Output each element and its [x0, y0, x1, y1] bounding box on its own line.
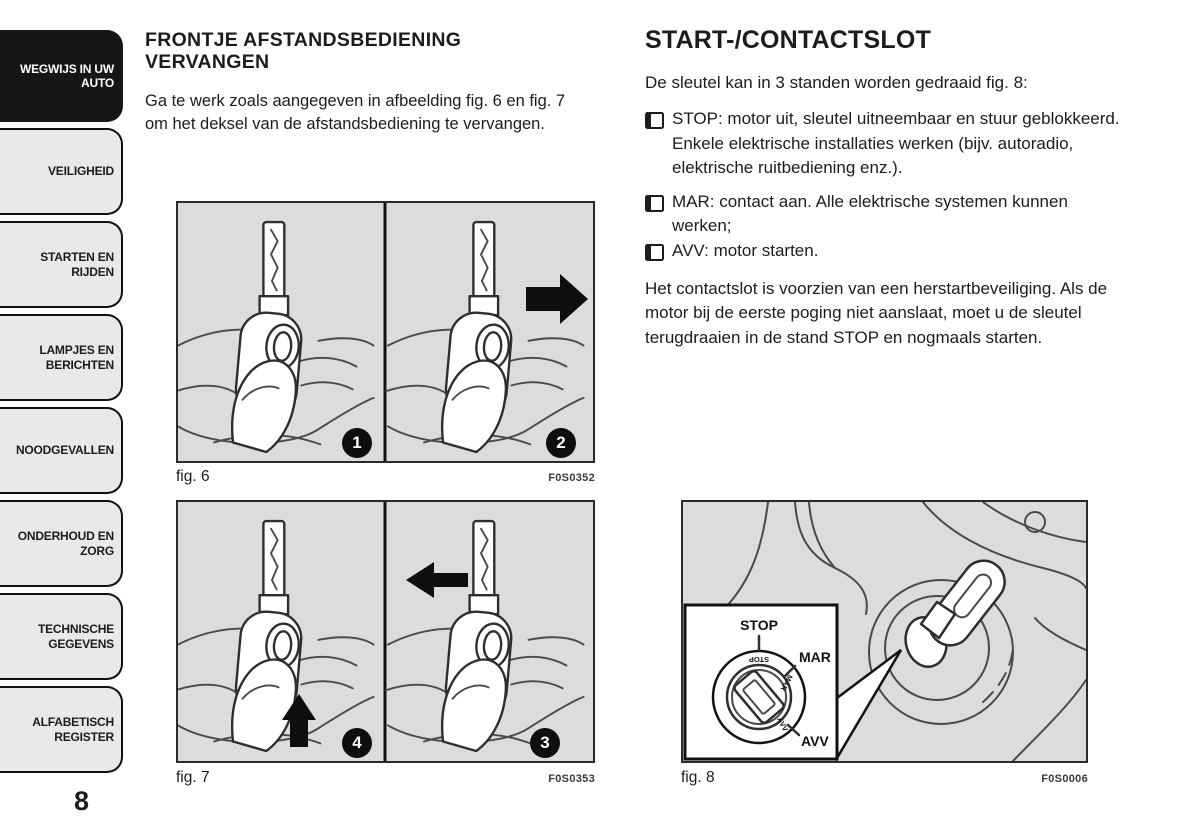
sidebar-tab-lampjes-en-berichten [0, 314, 123, 401]
list-item-avv [645, 239, 1123, 263]
figure-code: F0S0352 [548, 472, 595, 484]
sidebar-tab-technische-gegevens [0, 593, 123, 680]
figure-7-image [176, 500, 595, 763]
dial-rim-avv-label: AVV [775, 715, 791, 733]
figure-caption: fig. 8 [681, 769, 715, 786]
figure-code: F0S0006 [1041, 773, 1088, 785]
figure-6-caption-row [176, 468, 595, 486]
dial-rim-mar-label: MAR [778, 673, 795, 693]
figure-caption: fig. 7 [176, 769, 210, 786]
step-badge: 4 [342, 728, 372, 758]
step-badge: 3 [530, 728, 560, 758]
article-title: START-/CONTACTSLOT [645, 26, 931, 54]
figure-code: F0S0353 [548, 773, 595, 785]
list-bullet-icon [645, 112, 664, 129]
tab-label: STARTEN EN RIJDEN [40, 250, 114, 279]
list-bullet-icon [645, 244, 664, 261]
figure-6-image [176, 201, 595, 463]
sidebar-tab-onderhoud-en-zorg [0, 500, 123, 587]
tab-label: WEGWIJS IN UW AUTO [19, 61, 114, 90]
tab-label: ALFABETISCH REGISTER [32, 715, 114, 744]
step-badge: 1 [342, 428, 372, 458]
page-number: 8 [74, 786, 90, 816]
position-mar-label: MAR [799, 649, 831, 665]
article-body: Ga te werk zoals aangegeven in afbeelding fig. 6 en fig. 7 om het deksel van de afstandsbediening te vervangen. [145, 91, 566, 134]
tab-label: NOODGEVALLEN [15, 443, 114, 458]
figure-6-drawing [178, 203, 593, 461]
figure-caption: fig. 6 [176, 468, 210, 485]
tab-label: VEILIGHEID [47, 164, 114, 179]
article-start-contactslot [645, 26, 1125, 350]
tab-label: LAMPJES EN BERICHTEN [39, 343, 114, 372]
article-title: FRONTJE AFSTANDSBEDIENING VERVANGEN [145, 29, 462, 73]
arrow-right-icon [526, 274, 588, 324]
sidebar-tab-veiligheid [0, 128, 123, 215]
list-item-text: AVV: motor starten. [672, 240, 819, 260]
article-frontje-afstandsbediening [145, 30, 595, 137]
article-outro: Het contactslot is voorzien van een herstartbeveiliging. Als de motor bij de eerste poging niet aanslaat, moet u de sleutel terugdraaien in de stand STOP en nogmaals starten. [645, 279, 1108, 347]
tab-label: TECHNISCHE GEGEVENS [37, 622, 114, 651]
position-avv-label: AVV [801, 733, 829, 749]
figure-8-caption-row [681, 769, 1088, 787]
step-badge: 2 [546, 428, 576, 458]
figure-8-image [681, 500, 1088, 763]
tab-label: ONDERHOUD EN ZORG [17, 529, 114, 558]
article-intro: De sleutel kan in 3 standen worden gedraaid fig. 8: [645, 73, 1028, 92]
figure-8-drawing [683, 502, 1086, 761]
sidebar-tab-wegwijs-in-uw-auto [0, 30, 123, 122]
list-bullet-icon [645, 195, 664, 212]
sidebar-tab-starten-en-rijden [0, 221, 123, 308]
sidebar-tab-noodgevallen [0, 407, 123, 494]
position-stop-label: STOP [740, 617, 778, 633]
list-item-stop [645, 107, 1123, 180]
figure-7-drawing [178, 502, 593, 761]
list-item-text: STOP: motor uit, sleutel uitneembaar en stuur geblokkeerd. Enkele elektrische installaties werken (bijv. autoradio, elektrische ruitbediening enz.). [672, 109, 1120, 177]
sidebar-thumb-tabs [0, 30, 123, 773]
list-item-text: MAR: contact aan. Alle elektrische systemen kunnen werken; [672, 192, 1068, 236]
dial-rim-stop-label: STOP [748, 655, 770, 664]
figure-7-caption-row [176, 769, 595, 787]
list-item-mar [645, 190, 1123, 239]
sidebar-tab-alfabetisch-register [0, 686, 123, 773]
arrow-left-icon [406, 562, 468, 598]
